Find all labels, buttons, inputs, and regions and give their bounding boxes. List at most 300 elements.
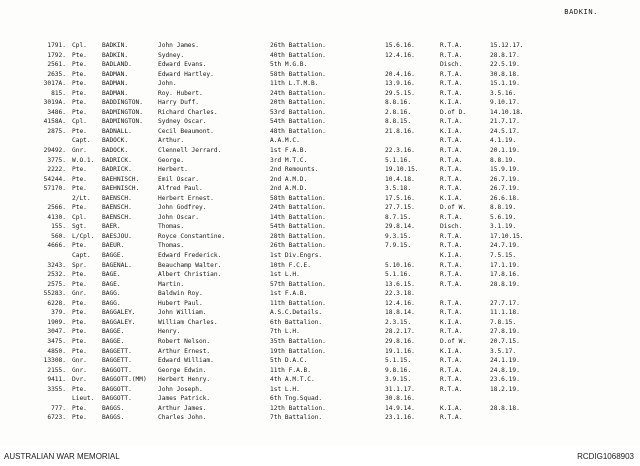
row-surname: BADDINGTON. [102, 99, 143, 107]
row-fate: R.T.A. [440, 156, 463, 164]
row-fate: R.T.A. [440, 175, 463, 183]
row-return-date: 24.7.19. [490, 242, 520, 250]
row-num: 4130. [47, 213, 66, 221]
row-rank: L/Cpl. [72, 232, 95, 240]
row-date: 5.1.15. [385, 357, 412, 365]
row-given: Emil Oscar. [158, 175, 199, 183]
row-return-date: 3.5.17. [490, 347, 517, 355]
row-surname: BAENSCH. [102, 194, 132, 202]
row-num: 6228. [47, 299, 66, 307]
table-row [0, 251, 640, 261]
row-return-date: 5.6.19. [490, 213, 517, 221]
row-return-date: 30.8.18. [490, 70, 520, 78]
row-surname: BADOCK. [102, 147, 129, 155]
row-surname: BAGGALEY. [102, 309, 136, 317]
row-given: George. [158, 156, 185, 164]
row-return-date: 28.8.18. [490, 404, 520, 412]
row-return-date: 23.6.19. [490, 376, 520, 384]
row-fate: K.I.A. [440, 404, 463, 412]
row-surname: BADMAN. [102, 89, 129, 97]
row-num: 4158A. [43, 118, 66, 126]
row-num: 3019A. [43, 99, 66, 107]
row-fate: R.T.A. [440, 414, 463, 422]
row-rank: Pte. [72, 108, 87, 116]
row-date: 19.10.15. [385, 166, 419, 174]
row-date: 29.8.14. [385, 223, 415, 231]
row-given: Alfred Paul. [158, 185, 203, 193]
row-unit: 54th Battalion. [270, 118, 326, 126]
table-row [0, 117, 640, 127]
row-surname: BADLAND. [102, 61, 132, 69]
row-num: 2566. [47, 204, 66, 212]
row-num: 3047. [47, 328, 66, 336]
row-given: Edward Frederick. [158, 252, 222, 260]
row-date: 18.8.14. [385, 309, 415, 317]
row-fate: R.T.A. [440, 166, 463, 174]
row-return-date: 11.1.18. [490, 309, 520, 317]
row-unit: 2nd A.M.D. [270, 185, 308, 193]
row-unit: 28th Battalion. [270, 232, 326, 240]
table-row [0, 146, 640, 156]
row-unit: 12th Battalion. [270, 404, 326, 412]
row-unit: 5th M.G.B. [270, 61, 308, 69]
row-num: 155. [51, 223, 66, 231]
row-fate: K.I.A. [440, 252, 463, 260]
row-rank: Cpl. [72, 42, 87, 49]
row-return-date: 22.5.19. [490, 61, 520, 69]
table-row [0, 299, 640, 309]
row-given: Royce Constantine. [158, 232, 226, 240]
row-date: 10.4.18. [385, 175, 415, 183]
row-num: 2635. [47, 70, 66, 78]
row-fate: R.T.A. [440, 89, 463, 97]
row-given: Edward Hartley. [158, 70, 214, 78]
row-surname: BAGGALEY. [102, 318, 136, 326]
row-num: 6723. [47, 414, 66, 422]
row-rank: Pte. [72, 271, 87, 279]
row-given: Beauchamp Walter. [158, 261, 222, 269]
table-row [0, 385, 640, 395]
row-num: 3017A. [43, 80, 66, 88]
row-given: Martin. [158, 280, 185, 288]
row-rank: W.O.1. [72, 156, 95, 164]
row-unit: 1st L.H. [270, 385, 300, 393]
footer-bar [0, 446, 640, 466]
row-unit: 57th Battalion. [270, 280, 326, 288]
row-date: 5.1.16. [385, 156, 412, 164]
row-num: 2575. [47, 280, 66, 288]
row-return-date: 17.1.19. [490, 261, 520, 269]
table-row [0, 51, 640, 61]
row-given: Harry Duff. [158, 99, 199, 107]
row-return-date: 8.8.19. [490, 156, 517, 164]
row-fate: R.T.A. [440, 213, 463, 221]
table-row [0, 165, 640, 175]
row-unit: 53rd Battalion. [270, 108, 326, 116]
row-unit: 20th Battalion. [270, 99, 326, 107]
row-return-date: 3.1.19. [490, 223, 517, 231]
row-num: 4850. [47, 347, 66, 355]
row-given: Thomas. [158, 242, 185, 250]
footer-source: AUSTRALIAN WAR MEMORIAL [4, 452, 120, 461]
table-row [0, 232, 640, 242]
row-num: 13308. [43, 357, 66, 365]
row-date: 22.3.16. [385, 147, 415, 155]
row-rank: Spr. [72, 261, 87, 269]
row-return-date: 21.7.17. [490, 118, 520, 126]
row-given: William Charles. [158, 318, 218, 326]
row-given: Sydney Oscar. [158, 118, 207, 126]
row-rank: Pte. [72, 99, 87, 107]
row-fate: D.of W. [440, 204, 467, 212]
row-rank: Pte. [72, 318, 87, 326]
row-return-date: 8.8.19. [490, 204, 517, 212]
row-unit: 10th F.C.E. [270, 261, 311, 269]
row-num: 1909. [47, 318, 66, 326]
row-fate: R.T.A. [440, 280, 463, 288]
row-surname: BAGGOTT. [102, 366, 132, 374]
row-given: Arthur James. [158, 404, 207, 412]
table-row [0, 404, 640, 414]
row-date: 28.2.17. [385, 328, 415, 336]
row-surname: BADOCK. [102, 137, 129, 145]
row-rank: Pte. [72, 127, 87, 135]
row-given: Clennell Jerrard. [158, 147, 222, 155]
row-date: 3.5.18. [385, 185, 412, 193]
row-unit: 2nd Remounts. [270, 166, 319, 174]
row-date: 8.8.15. [385, 118, 412, 126]
row-given: Cecil Beaumont. [158, 127, 214, 135]
row-rank: Pte. [72, 404, 87, 412]
row-rank: Pte. [72, 328, 87, 336]
row-num: 2561. [47, 61, 66, 69]
row-surname: BAGGETT. [102, 347, 132, 355]
table-row [0, 175, 640, 185]
row-num: 2155. [47, 366, 66, 374]
row-num: 4666. [47, 242, 66, 250]
row-rank: Pte. [72, 61, 87, 69]
row-date: 14.9.14. [385, 404, 415, 412]
table-row [0, 356, 640, 366]
row-date: 3.9.15. [385, 376, 412, 384]
row-surname: BADNALL. [102, 127, 132, 135]
table-row [0, 347, 640, 357]
table-row [0, 60, 640, 70]
row-given: Sydney. [158, 51, 185, 59]
row-rank: Pte. [72, 347, 87, 355]
table-row [0, 41, 640, 51]
row-num: 2875. [47, 127, 66, 135]
row-unit: 26th Battalion. [270, 42, 326, 49]
row-rank: Pte. [72, 51, 87, 59]
row-surname: BADRICK. [102, 166, 132, 174]
row-unit: 1st F.A.B. [270, 290, 308, 298]
row-fate: R.T.A. [440, 357, 463, 365]
row-given: Roy. Hubert. [158, 89, 203, 97]
row-return-date: 28.8.19. [490, 280, 520, 288]
row-unit: 35th Battalion. [270, 337, 326, 345]
row-given: Arthur. [158, 137, 185, 145]
row-num: 1792. [47, 51, 66, 59]
row-return-date: 4.1.19. [490, 137, 517, 145]
row-rank: Pte. [72, 175, 87, 183]
row-return-date: 28.8.17. [490, 51, 520, 59]
row-surname: BAGGE. [102, 328, 125, 336]
row-fate: R.T.A. [440, 232, 463, 240]
row-rank: Sgt. [72, 223, 87, 231]
row-return-date: 7.8.15. [490, 318, 517, 326]
row-rank: Pte. [72, 185, 87, 193]
row-date: 13.6.15. [385, 280, 415, 288]
row-date: 5.1.16. [385, 271, 412, 279]
row-date: 23.1.16. [385, 414, 415, 422]
row-num: 815. [51, 89, 66, 97]
row-rank: Pte. [72, 80, 87, 88]
row-fate: R.T.A. [440, 271, 463, 279]
table-row [0, 375, 640, 385]
row-given: Robert Nelson. [158, 337, 211, 345]
row-num: 3355. [47, 385, 66, 393]
table-row [0, 222, 640, 232]
row-num: 777. [51, 404, 66, 412]
row-rank: Pte. [72, 385, 87, 393]
row-rank: Cpl. [72, 118, 87, 126]
row-date: 30.8.16. [385, 395, 415, 403]
row-surname: BAENSCH. [102, 213, 132, 221]
row-date: 22.3.18. [385, 290, 415, 298]
row-unit: 4th A.M.T.C. [270, 376, 315, 384]
row-surname: BADKIN. [102, 51, 129, 59]
row-surname: BAGGS. [102, 414, 125, 422]
row-given: James Patrick. [158, 395, 211, 403]
row-surname: BAGE. [102, 271, 121, 279]
table-row [0, 156, 640, 166]
row-date: 8.7.15. [385, 213, 412, 221]
row-fate: D.of D. [440, 108, 467, 116]
row-unit: 11th Battalion. [270, 299, 326, 307]
row-given: George Edwin. [158, 366, 207, 374]
row-fate: K.I.A. [440, 99, 463, 107]
row-num: 3486. [47, 108, 66, 116]
row-surname: BAGG. [102, 290, 121, 298]
row-unit: 40th Battalion. [270, 51, 326, 59]
row-fate: R.T.A. [440, 328, 463, 336]
row-rank: Lieut. [72, 395, 95, 403]
row-return-date: 24.5.17. [490, 127, 520, 135]
row-given: Richard Charles. [158, 108, 218, 116]
table-row [0, 127, 640, 137]
row-surname: BADMINGTON. [102, 118, 143, 126]
table-row [0, 366, 640, 376]
table-row [0, 98, 640, 108]
row-fate: R.T.A. [440, 42, 463, 49]
row-rank: Capt. [72, 252, 91, 260]
table-row [0, 308, 640, 318]
row-given: Thomas. [158, 223, 185, 231]
row-rank: Pte. [72, 337, 87, 345]
row-rank: Pte. [72, 414, 87, 422]
table-row [0, 261, 640, 271]
row-rank: Gnr. [72, 147, 87, 155]
row-date: 7.9.15. [385, 242, 412, 250]
table-row [0, 327, 640, 337]
table-row [0, 318, 640, 328]
row-return-date: 17.10.15. [490, 232, 524, 240]
table-row [0, 337, 640, 347]
row-fate: R.T.A. [440, 299, 463, 307]
row-num: 9411. [47, 376, 66, 384]
row-date: 31.1.17. [385, 385, 415, 393]
row-num: 2532. [47, 271, 66, 279]
row-num: 2222. [47, 166, 66, 174]
row-rank: Gnr. [72, 357, 87, 365]
row-unit: A.S.C.Details. [270, 309, 323, 317]
row-return-date: 3.5.16. [490, 89, 517, 97]
row-return-date: 24.8.19. [490, 366, 520, 374]
row-surname: BAEHNISCH. [102, 185, 140, 193]
row-given: John. [158, 80, 177, 88]
row-rank: 2/Lt. [72, 194, 91, 202]
row-unit: 58th Battalion. [270, 194, 326, 202]
table-row [0, 108, 640, 118]
row-rank: Gnr. [72, 366, 87, 374]
row-surname: BAGGOTT. [102, 385, 132, 393]
row-return-date: 27.8.19. [490, 328, 520, 336]
row-return-date: 20.7.15. [490, 337, 520, 345]
row-date: 21.8.16. [385, 127, 415, 135]
row-fate: K.I.A. [440, 347, 463, 355]
table-row [0, 280, 640, 290]
row-unit: A.A.M.C. [270, 137, 300, 145]
table-row [0, 136, 640, 146]
row-given: John Oscar. [158, 213, 199, 221]
row-return-date: 14.10.18. [490, 108, 524, 116]
row-date: 17.5.16. [385, 194, 415, 202]
row-surname: BAEUR. [102, 242, 125, 250]
row-surname: BAGGE. [102, 337, 125, 345]
row-given: Herbert Ernest. [158, 194, 214, 202]
table-row [0, 184, 640, 194]
row-unit: 3rd M.T.C. [270, 156, 308, 164]
row-surname: BAGGETT. [102, 357, 132, 365]
row-unit: 19th Battalion. [270, 347, 326, 355]
row-fate: Disch. [440, 223, 463, 231]
table-row [0, 241, 640, 251]
table-row [0, 394, 640, 404]
row-return-date: 7.5.15. [490, 252, 517, 260]
row-rank: Cpl. [72, 213, 87, 221]
row-rank: Pte. [72, 166, 87, 174]
row-date: 27.7.15. [385, 204, 415, 212]
row-surname: BAGENAL. [102, 261, 132, 269]
row-surname: BADMAN. [102, 80, 129, 88]
row-unit: 26th Battalion. [270, 242, 326, 250]
row-given: John Godfrey. [158, 204, 207, 212]
row-unit: 48th Battalion. [270, 127, 326, 135]
row-fate: R.T.A. [440, 118, 463, 126]
row-num: 29492. [43, 147, 66, 155]
row-date: 20.4.16. [385, 70, 415, 78]
row-unit: 1st F.A.B. [270, 147, 308, 155]
row-return-date: 15.1.19. [490, 80, 520, 88]
table-row [0, 194, 640, 204]
row-return-date: 26.7.19. [490, 175, 520, 183]
row-date: 9.8.16. [385, 366, 412, 374]
row-num: 1791. [47, 42, 66, 49]
row-surname: BAENSCH. [102, 204, 132, 212]
row-surname: BADRICK. [102, 156, 132, 164]
row-given: Edward William. [158, 357, 214, 365]
row-date: 8.8.16. [385, 99, 412, 107]
row-fate: R.T.A. [440, 80, 463, 88]
row-return-date: 24.1.19. [490, 357, 520, 365]
row-given: John William. [158, 309, 207, 317]
row-date: 13.9.16. [385, 80, 415, 88]
row-fate: R.T.A. [440, 70, 463, 78]
row-unit: 11th L.T.M.B. [270, 80, 319, 88]
row-unit: 5th D.A.C. [270, 357, 308, 365]
row-surname: BAGGOTT.(MM) [102, 376, 147, 384]
row-rank: Capt. [72, 137, 91, 145]
row-unit: 54th Battalion. [270, 223, 326, 231]
row-date: 2.8.16. [385, 108, 412, 116]
row-return-date: 15.12.17. [490, 42, 524, 49]
row-return-date: 18.2.19. [490, 385, 520, 393]
row-fate: R.T.A. [440, 366, 463, 374]
table-row [0, 289, 640, 299]
row-date: 15.6.16. [385, 42, 415, 49]
row-date: 5.10.16. [385, 261, 415, 269]
row-rank: Pte. [72, 309, 87, 317]
row-date: 12.4.16. [385, 51, 415, 59]
row-surname: BAGGS. [102, 404, 125, 412]
row-unit: 1st L.H. [270, 271, 300, 279]
row-unit: 1st Div.Engrs. [270, 252, 323, 260]
row-rank: Pte. [72, 89, 87, 97]
row-fate: R.T.A. [440, 147, 463, 155]
row-date: 12.4.16. [385, 299, 415, 307]
row-fate: R.T.A. [440, 137, 463, 145]
table-row [0, 203, 640, 213]
table-row [0, 413, 640, 423]
row-rank: Pte. [72, 280, 87, 288]
table-row [0, 213, 640, 223]
row-surname: BADKIN. [102, 42, 129, 49]
row-surname: BAGE. [102, 280, 121, 288]
row-unit: 58th Battalion. [270, 70, 326, 78]
row-given: Albert Christian. [158, 271, 222, 279]
row-return-date: 17.8.16. [490, 271, 520, 279]
row-surname: BADMINGTON. [102, 108, 143, 116]
row-surname: BAEHNISCH. [102, 175, 140, 183]
row-return-date: 27.7.17. [490, 299, 520, 307]
row-unit: 6th Tng.Squad. [270, 395, 323, 403]
row-unit: 2nd A.M.D. [270, 175, 308, 183]
row-given: Hubert Paul. [158, 299, 203, 307]
row-rank: Dvr. [72, 376, 87, 384]
row-return-date: 9.10.17. [490, 99, 520, 107]
row-given: Charles John. [158, 414, 207, 422]
page-header: BADKIN. [564, 8, 598, 16]
row-return-date: 26.7.19. [490, 185, 520, 193]
row-fate: K.I.A. [440, 318, 463, 326]
row-given: Herbert Henry. [158, 376, 211, 384]
table-row [0, 89, 640, 99]
row-unit: 14th Battalion. [270, 213, 326, 221]
row-given: Henry. [158, 328, 181, 336]
row-num: 3243. [47, 261, 66, 269]
row-rank: Pte. [72, 204, 87, 212]
